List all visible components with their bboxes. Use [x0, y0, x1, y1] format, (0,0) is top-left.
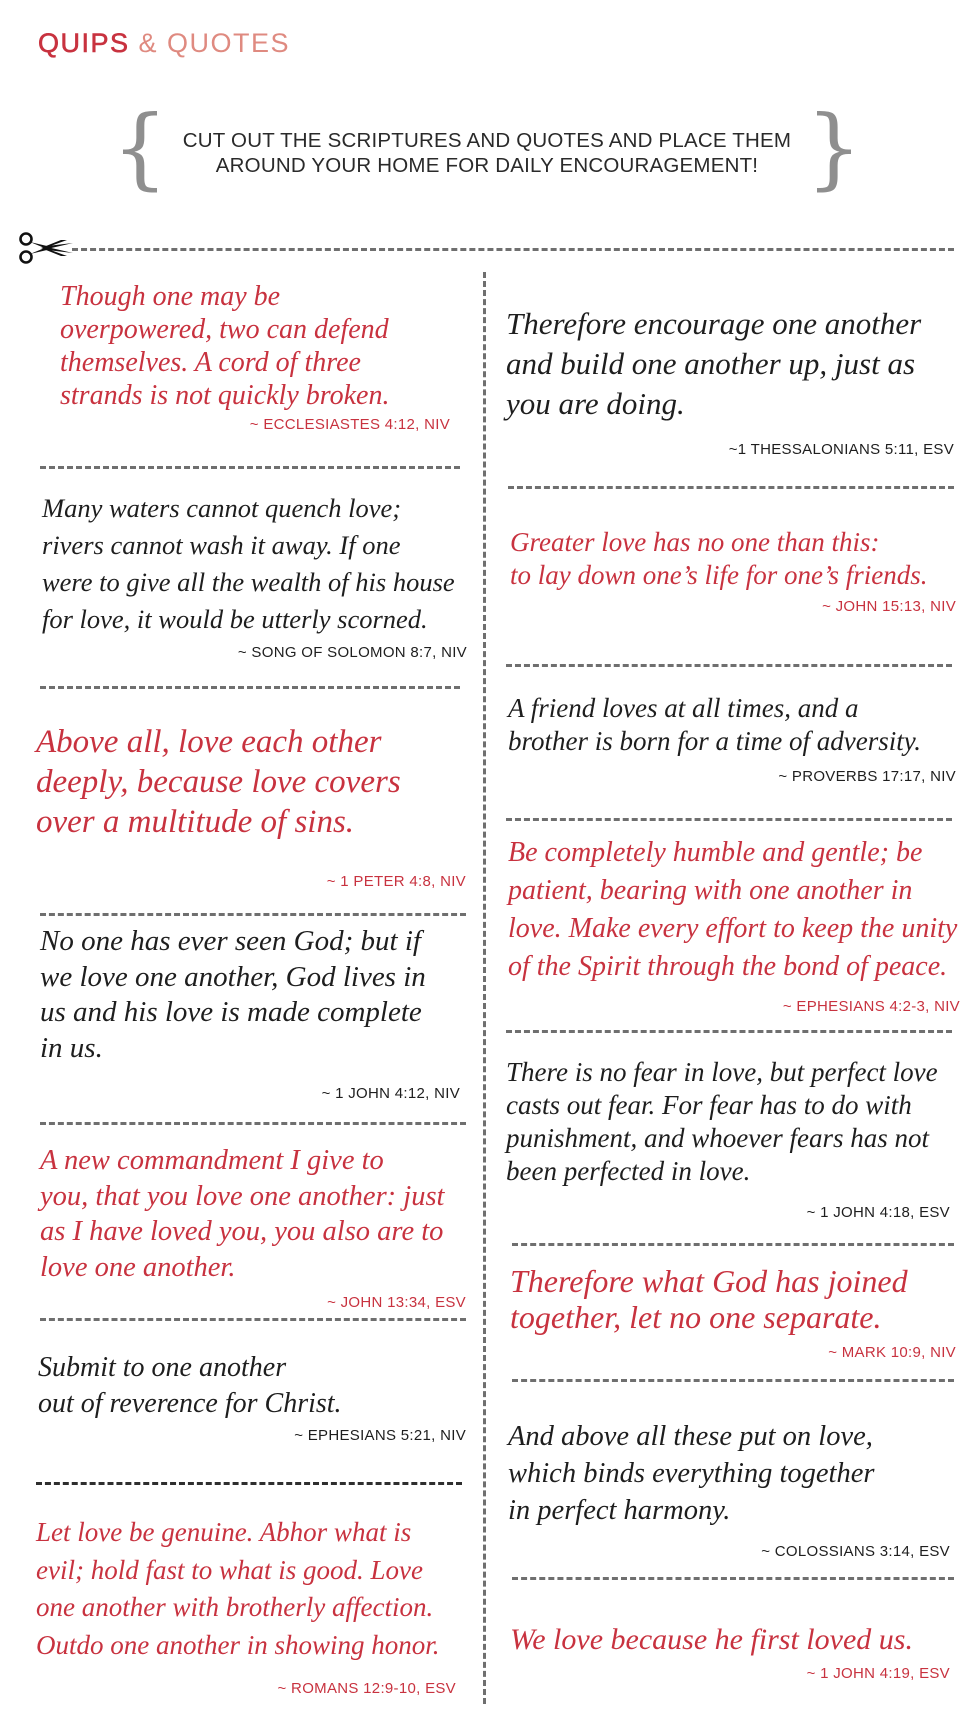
- quote-line: Though one may be: [60, 281, 281, 312]
- cut-line-left-1: [40, 466, 460, 469]
- quote-reference: ~ COLOSSIANS 3:14, ESV: [761, 1543, 950, 1560]
- quote-line: us and his love is made complete: [40, 996, 422, 1028]
- quote-line: for love, it would be utterly scorned.: [42, 604, 428, 634]
- quote-line: We love because he first loved us.: [510, 1623, 913, 1656]
- quote-line: as I have loved you, you also are to: [40, 1216, 444, 1247]
- quote-line: Therefore what God has joined: [510, 1263, 908, 1299]
- quote-line: been perfected in love.: [506, 1156, 751, 1186]
- quote-line: to lay down one’s life for one’s friends.: [510, 560, 928, 590]
- quote-line: Many waters cannot quench love;: [42, 493, 402, 523]
- instructions-line-2: AROUND YOUR HOME FOR DAILY ENCOURAGEMENT!: [215, 154, 759, 177]
- quote-line: in us.: [40, 1031, 103, 1064]
- cut-line-right-3: [506, 818, 952, 821]
- cut-line-vertical: [483, 272, 486, 1704]
- quote-card-1-peter: [36, 722, 466, 902]
- quote-line: casts out fear. For fear has to do with: [506, 1090, 912, 1120]
- quote-line: overpowered, two can defend: [60, 314, 389, 345]
- quote-card-colossians: [508, 1418, 956, 1570]
- quote-line: love one another.: [40, 1251, 236, 1283]
- quote-line: Be completely humble and gentle; be: [508, 837, 923, 868]
- quote-line: Submit to one another: [38, 1352, 287, 1383]
- quote-line: There is no fear in love, but perfect love: [506, 1057, 938, 1087]
- cut-line-left-4: [40, 1122, 466, 1125]
- quote-line: evil; hold fast to what is good. Love: [36, 1554, 423, 1585]
- cut-line-right-7: [512, 1577, 954, 1580]
- quote-reference: ~ EPHESIANS 5:21, NIV: [294, 1427, 466, 1444]
- quote-reference: ~ 1 JOHN 4:18, ESV: [806, 1204, 950, 1221]
- quote-line: A new commandment I give to: [40, 1145, 384, 1176]
- quote-line: deeply, because love covers: [36, 764, 401, 800]
- quote-card-1-john-4-18: [506, 1056, 956, 1229]
- quote-line: one another with brotherly affection.: [36, 1592, 434, 1622]
- quote-line: you, that you love one another: just: [40, 1180, 445, 1212]
- cut-line-right-2: [506, 664, 952, 667]
- cut-line-right-6: [512, 1379, 954, 1382]
- quote-card-john-15-13: [510, 526, 956, 623]
- quote-line: brother is born for a time of adversity.: [508, 726, 921, 756]
- quote-line: together, let no one separate.: [510, 1299, 882, 1335]
- quote-line: we love one another, God lives in: [40, 960, 426, 993]
- quote-reference: ~ SONG OF SOLOMON 8:7, NIV: [237, 644, 467, 661]
- instructions-line-1: CUT OUT THE SCRIPTURES AND QUOTES AND PLACE THEM: [182, 129, 792, 152]
- cut-line-left-3: [40, 913, 466, 916]
- cut-line-right-1: [508, 486, 954, 489]
- quote-reference: ~1 THESSALONIANS 5:11, ESV: [728, 441, 954, 458]
- cut-line-right-5: [512, 1243, 954, 1246]
- quote-reference: ~ 1 PETER 4:8, NIV: [326, 873, 466, 890]
- quote-card-ephesians-5-21: [38, 1350, 466, 1454]
- quote-reference: ~ ROMANS 12:9-10, ESV: [277, 1680, 456, 1697]
- cut-line-right-4: [506, 1030, 952, 1033]
- instructions-box: [112, 96, 862, 199]
- scissors-icon: [17, 230, 75, 266]
- quote-line: in perfect harmony.: [508, 1495, 731, 1526]
- quote-reference: ~ JOHN 15:13, NIV: [822, 598, 956, 615]
- title-quips: QUIPS: [38, 28, 130, 58]
- instructions-text: [142, 128, 832, 178]
- quote-card-1-john-4-12: [40, 924, 466, 1112]
- quote-line: rivers cannot wash it away. If one: [42, 530, 401, 560]
- quote-reference: ~ 1 JOHN 4:19, ESV: [806, 1665, 950, 1682]
- right-brace-icon: }: [806, 96, 862, 199]
- cut-line-left-2: [40, 686, 460, 689]
- quote-line: you are doing.: [506, 386, 685, 421]
- quote-line: strands is not quickly broken.: [60, 380, 390, 411]
- quote-card-ecclesiastes: [60, 280, 455, 441]
- quote-reference: ~ MARK 10:9, NIV: [828, 1344, 956, 1361]
- quote-card-1-john-4-19: [510, 1622, 956, 1692]
- quote-line: Greater love has no one than this:: [510, 527, 880, 557]
- quote-line: Above all, love each other: [36, 724, 382, 760]
- quote-card-john-13-34: [40, 1143, 466, 1321]
- quote-reference: ~ 1 JOHN 4:12, NIV: [321, 1085, 460, 1102]
- quote-card-song-of-solomon: [42, 490, 467, 671]
- quote-line: of the Spirit through the bond of peace.: [508, 951, 948, 982]
- quote-card-romans: [36, 1514, 462, 1708]
- quote-line: And above all these put on love,: [508, 1421, 873, 1452]
- quote-reference: ~ JOHN 13:34, ESV: [327, 1294, 466, 1311]
- quote-line: A friend loves at all times, and a: [508, 693, 859, 723]
- title-quotes: & QUOTES: [138, 28, 291, 58]
- quote-card-ephesians-4-2: [508, 834, 960, 1026]
- quote-line: No one has ever seen God; but if: [40, 925, 421, 957]
- quote-reference: ~ PROVERBS 17:17, NIV: [778, 768, 956, 785]
- quote-reference: ~ EPHESIANS 4:2-3, NIV: [782, 998, 960, 1015]
- quote-line: were to give all the wealth of his house: [42, 567, 455, 597]
- quote-line: and build one another up, just as: [506, 346, 916, 381]
- quote-card-1-thessalonians: [506, 304, 954, 470]
- quote-line: themselves. A cord of three: [60, 347, 361, 378]
- quote-line: Therefore encourage one another: [506, 306, 922, 341]
- cut-line-left-6: [36, 1482, 462, 1485]
- quote-card-mark: [510, 1263, 956, 1371]
- quote-line: Let love be genuine. Abhor what is: [36, 1517, 412, 1547]
- page-title: [38, 28, 290, 59]
- quote-line: Outdo one another in showing honor.: [36, 1629, 440, 1660]
- quote-line: patient, bearing with one another in: [508, 875, 913, 906]
- cut-line-top: [72, 248, 954, 251]
- quote-line: punishment, and whoever fears has not: [506, 1123, 929, 1153]
- quote-line: love. Make every effort to keep the unity: [508, 913, 958, 944]
- quote-reference: ~ ECCLESIASTES 4:12, NIV: [249, 416, 450, 433]
- quote-line: out of reverence for Christ.: [38, 1388, 342, 1419]
- quote-line: over a multitude of sins.: [36, 804, 355, 840]
- left-brace-icon: {: [112, 96, 168, 199]
- quote-line: which binds everything together: [508, 1458, 875, 1489]
- quote-card-proverbs: [508, 692, 956, 793]
